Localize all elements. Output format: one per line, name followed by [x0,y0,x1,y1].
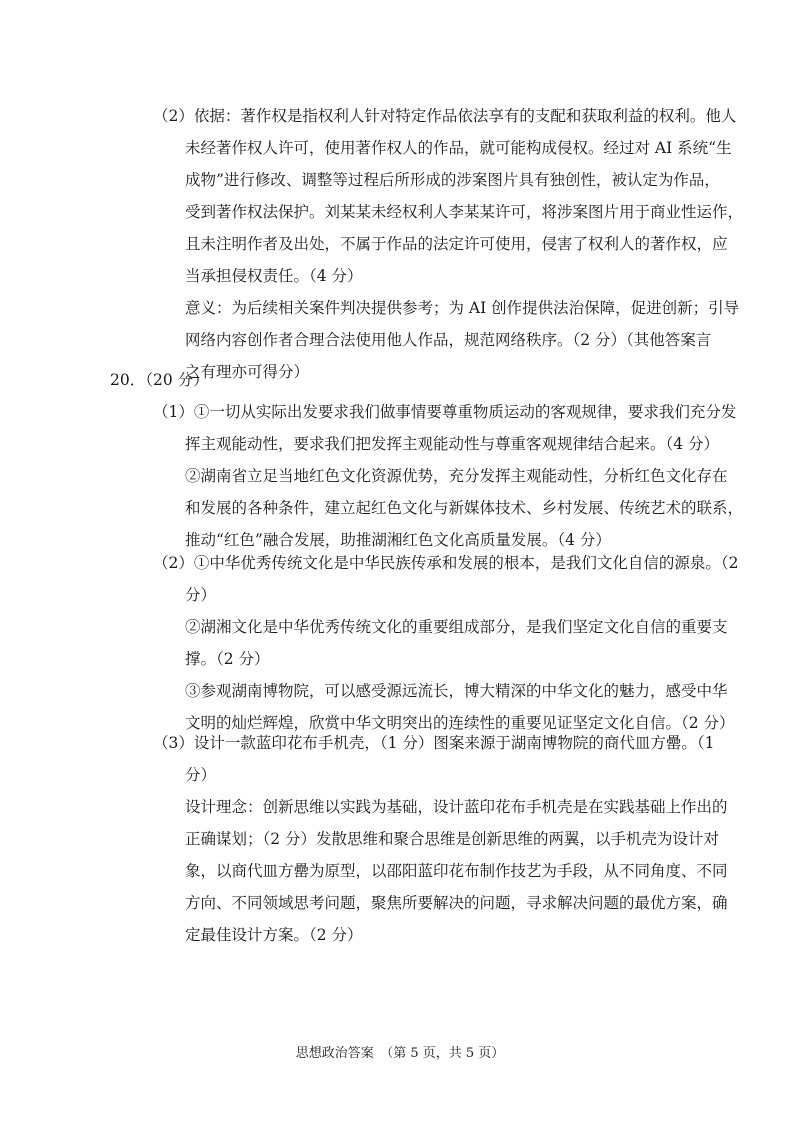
question-20-part-2 [153,547,738,739]
text-line: 撑。（2 分） [185,650,270,668]
question-20-part-3 [153,727,728,951]
text-line: ②湖南省立足当地红色文化资源优势，充分发挥主观能动性，分析红色文化存在 [185,467,728,485]
text-line: 方向、不同领域思考问题，聚焦所要解决的问题，寻求解决问题的最优方案，确 [185,894,728,912]
question-number: 20．（20 分） [110,371,209,389]
text-line: 受到著作权法保护。刘某某未经权利人李某某许可，将涉案图片用于商业性运作， [185,203,744,221]
text-line: （1）①一切从实际出发要求我们做事情要尊重物质运动的客观规律，要求我们充分发 [153,403,737,421]
text-line: 正确谋划；（2 分）发散思维和聚合思维是创新思维的两翼，以手机壳为设计对 [185,830,720,848]
text-line: ②湖湘文化是中华优秀传统文化的重要组成部分，是我们坚定文化自信的重要支 [185,618,728,636]
text-line: 分） [185,586,217,604]
text-line: 当承担侵权责任。（4 分） [185,267,363,285]
text-line: 成物”进行修改、调整等过程后所形成的涉案图片具有独创性，被认定为作品， [185,171,720,189]
text-line: （2）依据：著作权是指权利人针对特定作品依法享有的支配和获取利益的权利。他人 [153,107,737,125]
text-line: 设计理念：创新思维以实践为基础，设计蓝印花布手机壳是在实践基础上作出的 [185,798,728,816]
question-20-header [110,364,209,396]
text-line: 挥主观能动性，要求我们把发挥主观能动性与尊重客观规律结合起来。（4 分） [185,435,720,453]
text-line: 网络内容创作者合理合法使用他人作品，规范网络秩序。（2 分）（其他答案言 [185,331,712,349]
text-line: 未经著作权人许可，使用著作权人的作品，就可能构成侵权。经过对 AI 系统“生 [185,139,732,157]
text-line: 意义：为后续相关案件判决提供参考；为 AI 创作提供法治保障，促进创新；引导 [185,299,740,317]
section-2-basis-and-significance [153,100,743,388]
text-line: 之有理亦可得分） [185,363,310,381]
page-footer: 思想政治答案 （第 5 页，共 5 页） [295,1046,505,1061]
text-line: 且未注明作者及出处，不属于作品的法定许可使用，侵害了权利人的著作权，应 [185,235,728,253]
text-line: 象，以商代皿方罍为原型，以邵阳蓝印花布制作技艺为手段，从不同角度、不同 [185,862,728,880]
text-line: （2）①中华优秀传统文化是中华民族传承和发展的根本，是我们文化自信的源泉。（2 [153,554,739,572]
text-line: 定最佳设计方案。（2 分） [185,926,363,944]
text-line: ③参观湖南博物院，可以感受源远流长，博大精深的中华文化的魅力，感受中华 [185,682,728,700]
question-20-part-1 [153,396,743,556]
text-line: 分） [185,766,217,784]
text-line: 文明的灿烂辉煌，欣赏中华文明突出的连续性的重要见证坚定文化自信。（2 分） [185,714,735,732]
text-line: 和发展的各种条件，建立起红色文化与新媒体技术、乡村发展、传统艺术的联系， [185,499,744,517]
text-line: （3）设计一款蓝印花布手机壳，（1 分）图案来源于湖南博物院的商代皿方罍。（1 [153,734,715,752]
text-line: 推动“红色”融合发展，助推湖湘红色文化高质量发展。（4 分） [185,531,611,549]
